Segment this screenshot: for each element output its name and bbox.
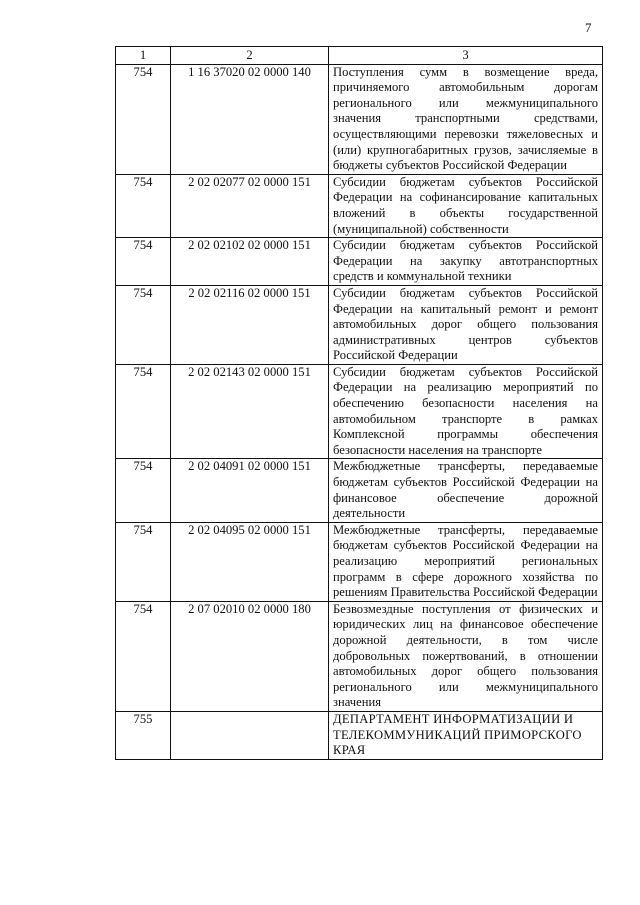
revenue-code-cell: 1 16 37020 02 0000 140 xyxy=(171,64,329,174)
revenue-code-cell: 2 02 02143 02 0000 151 xyxy=(171,364,329,459)
table-row xyxy=(116,601,603,711)
admin-code-cell: 755 xyxy=(116,711,171,759)
table-row xyxy=(116,364,603,459)
admin-code-cell: 754 xyxy=(116,364,171,459)
revenue-codes-table xyxy=(115,46,603,760)
header-col-3: 3 xyxy=(329,47,603,65)
admin-code-cell: 754 xyxy=(116,522,171,601)
header-row xyxy=(116,47,603,65)
admin-code-cell: 754 xyxy=(116,459,171,522)
revenue-name-cell: Субсидии бюджетам субъектов Российской Федерации на реализацию мероприятий по обеспечению безопасности населения на автомобильном транспорте в рамках Комплексной программы обеспечения безопасности населения на транспорте xyxy=(329,364,603,459)
admin-code-cell: 754 xyxy=(116,174,171,237)
revenue-code-cell: 2 02 02102 02 0000 151 xyxy=(171,238,329,286)
revenue-code-cell: 2 02 02116 02 0000 151 xyxy=(171,285,329,364)
table-row xyxy=(116,711,603,759)
revenue-name-cell: Межбюджетные трансферты, передаваемые бюджетам субъектов Российской Федерации на реализацию мероприятий региональных программ в сфере дорожного хозяйства по решениям Правительства Российской Федерации xyxy=(329,522,603,601)
table-row xyxy=(116,522,603,601)
revenue-name-cell: Субсидии бюджетам субъектов Российской Федерации на капитальный ремонт и ремонт автомобильных дорог общего пользования административных центров субъектов Российской Федерации xyxy=(329,285,603,364)
admin-code-cell: 754 xyxy=(116,285,171,364)
page-number: 7 xyxy=(585,20,592,35)
revenue-code-cell: 2 02 02077 02 0000 151 xyxy=(171,174,329,237)
revenue-code-cell: 2 02 04091 02 0000 151 xyxy=(171,459,329,522)
revenue-name-cell: Поступления сумм в возмещение вреда, причиняемого автомобильным дорогам регионального или межмуниципального значения транспортными средствами, осуществляющими перевозки тяжеловесных и (или) крупногабаритных грузов, зачисляемые в бюджеты субъектов Российской Федерации xyxy=(329,64,603,174)
revenue-code-cell xyxy=(171,711,329,759)
admin-code-cell: 754 xyxy=(116,238,171,286)
admin-code-cell: 754 xyxy=(116,601,171,711)
table-row xyxy=(116,174,603,237)
header-col-2: 2 xyxy=(171,47,329,65)
admin-code-cell: 754 xyxy=(116,64,171,174)
revenue-name-cell: Субсидии бюджетам субъектов Российской Федерации на софинансирование капитальных вложений в объекты государственной (муниципальной) собственности xyxy=(329,174,603,237)
table-row xyxy=(116,459,603,522)
table-row xyxy=(116,238,603,286)
header-col-1: 1 xyxy=(116,47,171,65)
revenue-name-cell: Субсидии бюджетам субъектов Российской Федерации на закупку автотранспортных средств и коммунальной техники xyxy=(329,238,603,286)
table-row xyxy=(116,285,603,364)
department-heading-cell: ДЕПАРТАМЕНТ ИНФОРМАТИЗАЦИИ И ТЕЛЕКОММУНИКАЦИЙ ПРИМОРСКОГО КРАЯ xyxy=(329,711,603,759)
revenue-name-cell: Межбюджетные трансферты, передаваемые бюджетам субъектов Российской Федерации на финансовое обеспечение дорожной деятельности xyxy=(329,459,603,522)
revenue-code-cell: 2 02 04095 02 0000 151 xyxy=(171,522,329,601)
revenue-name-cell: Безвозмездные поступления от физических и юридических лиц на финансовое обеспечение дорожной деятельности, в том числе добровольных пожертвований, в отношении автомобильных дорог общего пользования регионального или межмуниципального значения xyxy=(329,601,603,711)
table-row xyxy=(116,64,603,174)
revenue-code-cell: 2 07 02010 02 0000 180 xyxy=(171,601,329,711)
